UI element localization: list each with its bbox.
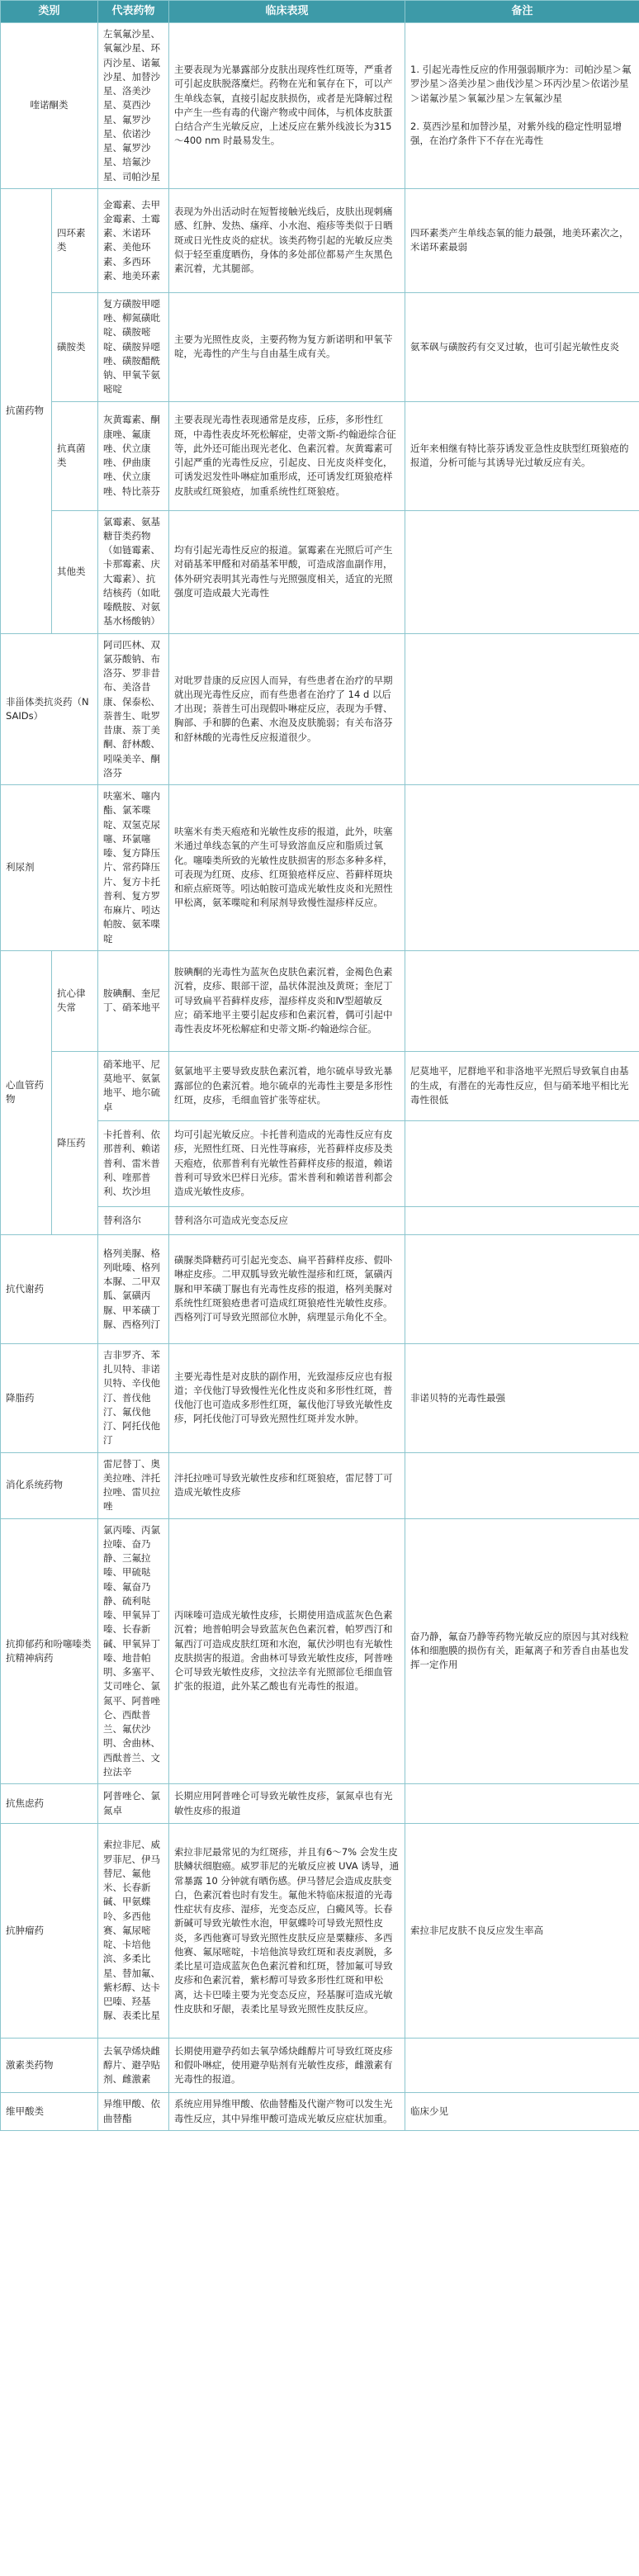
notes-cell: 非诺贝特的光毒性最强 xyxy=(405,1343,639,1452)
drugs-cell: 去氧孕烯炔雌醇片、避孕贴剂、雌激素 xyxy=(98,2039,169,2093)
table-row xyxy=(1,1051,639,1120)
clinical-cell: 均可引起光敏反应。卡托普利造成的光毒性反应有皮疹，光照性红斑、日光性荨麻疹，光苔藓样皮疹及类天疱疮，依那普利有光敏性苔藓样皮疹的报道，赖诺普利可导致米巴样日光疹。雷米普利和赖诺普利都会造成光敏性皮疹。 xyxy=(169,1120,405,1206)
table-row xyxy=(1,785,639,951)
notes-cell: 四环素类产生单线态氧的能力最强，地美环素次之，米诺环素最弱 xyxy=(405,188,639,292)
clinical-cell: 索拉非尼最常见的为红斑疹，并且有6～7% 会发生皮肤鳞状细胞癌。威罗菲尼的光敏反应被 UVA 诱导，通常暴露 10 分钟就有晒伤感。伊马替尼会造成皮肤变白，色素沉着也时有发生。氟他米特临床报道的光毒性症状有皮疹、湿疹，光变态反应，白癜风等。长春新碱可导致光敏性水泡，甲氨蝶呤可导致光照性皮炎，多西他赛可导致光照性皮肤反应是粟糠疹、多西他赛、氟尿嘧啶，卡培他滨导致红斑和表皮剥脱，多柔比星可造成蓝灰色色素沉着和红斑，替加氟可导致皮疹和色素沉着，紫杉醇可导致多形性红斑和甲松离，达卡巴嗪主要为光变态反应，羟基脲可造成光敏性皮肤和牙龈，表柔比星导致光照性皮肤反应。 xyxy=(169,1824,405,2039)
drugs-cell: 吉非罗齐、苯扎贝特、非诺贝特、辛伐他汀、普伐他汀、氟伐他汀、阿托伐他汀 xyxy=(98,1343,169,1452)
subcategory-cell: 抗心律失常 xyxy=(52,950,98,1051)
drugs-cell: 灰黄霉素、酮康唑、氟康唑、伏立康唑、伊曲康唑、伏立康唑、特比萘芬 xyxy=(98,401,169,510)
notes-cell xyxy=(405,2039,639,2093)
header-category: 类别 xyxy=(1,1,98,23)
notes-cell xyxy=(405,950,639,1051)
category-cell: 非甾体类抗炎药（NSAIDs） xyxy=(1,633,98,785)
clinical-cell: 主要表现光毒性表现通常是皮疹，丘疹，多形性红斑，中毒性表皮坏死松解症，史蒂文斯-约翰逊综合征等，此外还可能出现光老化、色素沉着。灰黄霉素可引起严重的光毒性反应，引起皮、日光皮炎样变化，可诱发迟发性卟啉症加重形成，还可诱发红斑狼疮样皮肤或红斑狼疮，加重系统性红斑狼疮。 xyxy=(169,401,405,510)
notes-cell xyxy=(405,785,639,951)
table-row xyxy=(1,950,639,1051)
table-row xyxy=(1,401,639,510)
notes-cell: 1. 引起光毒性反应的作用强弱顺序为：司帕沙星＞氟罗沙星＞洛美沙星＞曲伐沙星＞环丙沙星＞依诺沙星＞诺氟沙星＞氧氟沙星＞左氧氟沙星 2. 莫西沙星和加替沙星，对紫外线的稳定性明显增强，在治疗条件下不存在光毒性 xyxy=(405,23,639,189)
clinical-cell: 对吡罗昔康的反应因人而异，有些患者在治疗的早期就出现光毒性反应，而有些患者在治疗了 14 d 以后才出现；萘普生可出现假卟啉症反应，表现为手臂、胸部、手和脚的色素、水泡及皮肤脆弱；有关布洛芬和舒林酸的光毒性反应报道很少。 xyxy=(169,633,405,785)
drugs-cell: 复方磺胺甲噁唑、柳氮磺吡啶、磺胺嘧啶、磺胺异噁唑、磺胺醋酰钠、甲氧苄氨嘧啶 xyxy=(98,292,169,401)
category-cell: 降脂药 xyxy=(1,1343,98,1452)
notes-cell xyxy=(405,1206,639,1234)
drugs-cell: 胺碘酮、奎尼丁、硝苯地平 xyxy=(98,950,169,1051)
table-row xyxy=(1,23,639,189)
drugs-cell: 呋塞米、噻内酯、氯苯喋啶、双氢克尿噻、环氯噻嗪、复方降压片、常药降压片、复方卡托普利、复方罗布麻片、吲达帕胺、氨苯喋啶 xyxy=(98,785,169,951)
notes-cell xyxy=(405,1784,639,1824)
notes-cell xyxy=(405,1234,639,1343)
table-row xyxy=(1,510,639,633)
table-row xyxy=(1,1824,639,2039)
notes-cell: 奋乃静，氟奋乃静等药物光敏反应的原因与其对线粒体和细胞膜的损伤有关，距氟离子和芳香自由基也发挥一定作用 xyxy=(405,1518,639,1784)
notes-cell xyxy=(405,1452,639,1518)
category-cell: 消化系统药物 xyxy=(1,1452,98,1518)
category-cell: 喹诺酮类 xyxy=(1,23,98,189)
drugs-cell: 卡托普利、依那普利、赖诺普利、雷米普利、喹那普利、坎沙坦 xyxy=(98,1120,169,1206)
drugs-cell: 格列美脲、格列吡嗪、格列本脲、二甲双胍、氯磺丙脲、甲苯磺丁脲、西格列汀 xyxy=(98,1234,169,1343)
table-row xyxy=(1,1343,639,1452)
clinical-cell: 系统应用异维甲酸、依曲替酯及代谢产物可以发生光毒性反应，其中异维甲酸可造成光敏反应症状加重。 xyxy=(169,2093,405,2131)
clinical-cell: 均有引起光毒性反应的报道。氯霉素在光照后可产生对硝基苯甲醛和对硝基苯甲酸，可造成溶血副作用，体外研究表明其光毒性与光照强度相关，适宜的光照强度可造成最大光毒性 xyxy=(169,510,405,633)
subcategory-cell: 其他类 xyxy=(52,510,98,633)
table-row xyxy=(1,2093,639,2131)
category-cell: 抗菌药物 xyxy=(1,188,52,633)
notes-cell xyxy=(405,633,639,785)
clinical-cell: 主要光毒性是对皮肤的副作用，光致湿疹反应也有报道；辛伐他汀导致慢性光化性皮炎和多形性红斑，普伐他汀也可造成多形性红斑，氟伐他汀导致光敏性皮疹，阿托伐他汀可导致光照性红斑并发水肿。 xyxy=(169,1343,405,1452)
notes-cell: 索拉非尼皮肤不良反应发生率高 xyxy=(405,1824,639,2039)
subcategory-cell: 四环素类 xyxy=(52,188,98,292)
drugs-cell: 金霉素、去甲金霉素、土霉素、米诺环素、美他环素、多西环素、地美环素 xyxy=(98,188,169,292)
subcategory-cell: 磺胺类 xyxy=(52,292,98,401)
table-row xyxy=(1,1518,639,1784)
notes-cell: 氨苯砜与磺胺药有交叉过敏，也可引起光敏性皮炎 xyxy=(405,292,639,401)
drugs-cell: 左氧氟沙星、氧氟沙星、环丙沙星、诺氟沙星、加替沙星、洛美沙星、莫西沙星、氟罗沙星、依诺沙星、氟罗沙星、培氟沙星、司帕沙星 xyxy=(98,23,169,189)
drugs-cell: 阿司匹林、双氯芬酸钠、布洛芬、罗非昔布、美洛昔康、保泰松、萘普生、吡罗昔康、萘丁美酮、舒林酸、吲哚美辛、酮洛芬 xyxy=(98,633,169,785)
clinical-cell: 长期应用阿普唑仑可导致光敏性皮疹，氯氮卓也有光敏性皮疹的报道 xyxy=(169,1784,405,1824)
clinical-cell: 长期使用避孕药如去氧孕烯炔雌醇片可导致红斑皮疹和假卟啉症，使用避孕贴剂有光敏性皮疹，雌激素有光毒性的报道。 xyxy=(169,2039,405,2093)
clinical-cell: 泮托拉唑可导致光敏性皮疹和红斑狼疮，雷尼替丁可造成光敏性皮疹 xyxy=(169,1452,405,1518)
drugs-cell: 硝苯地平、尼莫地平、氨氯地平、地尔硫卓 xyxy=(98,1051,169,1120)
clinical-cell: 替利洛尔可造成光变态反应 xyxy=(169,1206,405,1234)
category-cell: 利尿剂 xyxy=(1,785,98,951)
header-notes: 备注 xyxy=(405,1,639,23)
notes-cell: 近年来相继有特比萘芬诱发亚急性皮肤型红斑狼疮的报道，分析可能与其诱导光过敏反应有关。 xyxy=(405,401,639,510)
header-clinical: 临床表现 xyxy=(169,1,405,23)
clinical-cell: 主要表现为光暴露部分皮肤出现疼性红斑等，严重者可引起皮肤脱落糜烂。药物在光和氧存在下，可以产生单线态氧，直接引起皮肤损伤，或者是光降解过程中产生一些有毒的代谢产物或中间体，与机体皮肤蛋白结合产生光敏反应，上述反应在紫外线波长为315～400 nm 时最易发生。 xyxy=(169,23,405,189)
clinical-cell: 氨氯地平主要导致皮肤色素沉着，地尔硫卓导致光暴露部位的色素沉着。地尔硫卓的光毒性主要是多形性红斑，皮疹，毛细血管扩张等症状。 xyxy=(169,1051,405,1120)
category-cell: 抗抑郁药和吩噻嗪类抗精神病药 xyxy=(1,1518,98,1784)
category-cell: 抗肿瘤药 xyxy=(1,1824,98,2039)
header-drugs: 代表药物 xyxy=(98,1,169,23)
drugs-cell: 氯丙嗪、丙氯拉嗪、奋乃静、三氟拉嗪、甲硫哒嗪、氟奋乃静、硫利哒嗪、甲氧异丁嗪、长春新碱、甲氧异丁嗪、地昔帕明、多塞平、艾司唑仑、氯氮平、阿普唑仑、西酞普兰、氟伏沙明、舍曲林、西酞普兰、文拉法辛 xyxy=(98,1518,169,1784)
clinical-cell: 丙咪嗪可造成光敏性皮疹，长期使用造成蓝灰色色素沉着；地普帕明会导致蓝灰色色素沉着，帕罗西汀和氟西汀可造成皮肤红斑和水泡，氟伏沙明也有光敏性皮肤损害的报道。舍曲林可导致光敏性皮疹，阿普唑仑可导致光敏性皮疹，文拉法辛有光照部位毛细血管扩张的报道，此外某乙酸也有光毒性的报道。 xyxy=(169,1518,405,1784)
category-cell: 抗焦虑药 xyxy=(1,1784,98,1824)
table-row xyxy=(1,1784,639,1824)
clinical-cell: 胺碘酮的光毒性为蓝灰色皮肤色素沉着，金褐色色素沉着，皮疹、眼部干涩，晶状体混浊及黄斑；奎尼丁可导致扁平苔藓样皮疹，湿疹样皮炎和Ⅳ型超敏反应；硝苯地平主要引起皮疹和色素沉着，偶可引起中毒性表皮坏死松解症和史蒂文斯-约翰逊综合征。 xyxy=(169,950,405,1051)
table-row xyxy=(1,1452,639,1518)
clinical-cell: 主要为光照性皮炎，主要药物为复方新诺明和甲氧苄啶，光毒性的产生与自由基生成有关。 xyxy=(169,292,405,401)
table-row xyxy=(1,292,639,401)
drugs-cell: 雷尼替丁、奥美拉唑、泮托拉唑、雷贝拉唑 xyxy=(98,1452,169,1518)
table-header-row xyxy=(1,1,639,23)
clinical-cell: 呋塞米有类天疱疮和光敏性皮疹的报道，此外，呋塞米通过单线态氧的产生可导致溶血反应和脂质过氧化。噻嗪类所致的光敏性皮肤损害的形态多种多样，可表现为红斑、皮疹、红斑狼疮样反应、苔藓样斑块和瘀点瘀斑等。吲达帕胺可造成光敏性皮炎和光照性甲松离，氨苯喋啶和利尿剂导致慢性湿疹样反应。 xyxy=(169,785,405,951)
drugs-cell: 异维甲酸、依曲替酯 xyxy=(98,2093,169,2131)
notes-cell xyxy=(405,1120,639,1206)
notes-cell: 尼莫地平，尼群地平和非洛地平光照后导致氧自由基的生成，有潜在的光毒性反应，但与硝苯地平相比光毒性很低 xyxy=(405,1051,639,1120)
category-cell: 抗代谢药 xyxy=(1,1234,98,1343)
category-cell: 心血管药物 xyxy=(1,950,52,1234)
table-row xyxy=(1,188,639,292)
drugs-cell: 阿普唑仑、氯氮卓 xyxy=(98,1784,169,1824)
category-cell: 激素类药物 xyxy=(1,2039,98,2093)
table-row xyxy=(1,1234,639,1343)
table-row xyxy=(1,2039,639,2093)
category-cell: 维甲酸类 xyxy=(1,2093,98,2131)
drugs-cell: 索拉非尼、威罗菲尼、伊马替尼、氟他米、长春新碱、甲氨蝶呤、多西他赛、氟尿嘧啶、卡培他滨、多柔比星、替加氟、紫杉醇、达卡巴嗪、羟基脲、表柔比星 xyxy=(98,1824,169,2039)
drugs-cell: 替利洛尔 xyxy=(98,1206,169,1234)
subcategory-cell: 降压药 xyxy=(52,1051,98,1234)
drugs-cell: 氯霉素、氨基糖苷类药物（如链霉素、卡那霉素、庆大霉素）、抗结核药（如吡嗪酰胺、对氨基水杨酸钠） xyxy=(98,510,169,633)
clinical-cell: 表现为外出活动时在短暂接触光线后，皮肤出现刺痛感、红肿、发热、瘙痒、小水泡、疱疹等类似于日晒斑或日光性皮炎的症状。该类药物引起的光敏反应类似于轻至重度晒伤，身体的多处部位都易产生灰黑色素沉着，尤其腿部。 xyxy=(169,188,405,292)
notes-cell xyxy=(405,510,639,633)
clinical-cell: 磺脲类降糖药可引起光变态、扁平苔藓样皮疹、假卟啉症皮疹。二甲双胍导致光敏性湿疹和红斑，氯磺丙脲和甲苯磺丁脲也有光毒性皮疹的报道，格列美脲对系统性红斑狼疮患者可造成红斑狼疮性光敏性皮疹。西格列汀可导致光照部位水肿，病理显示角化不全。 xyxy=(169,1234,405,1343)
subcategory-cell: 抗真菌类 xyxy=(52,401,98,510)
table-row xyxy=(1,633,639,785)
notes-cell: 临床少见 xyxy=(405,2093,639,2131)
